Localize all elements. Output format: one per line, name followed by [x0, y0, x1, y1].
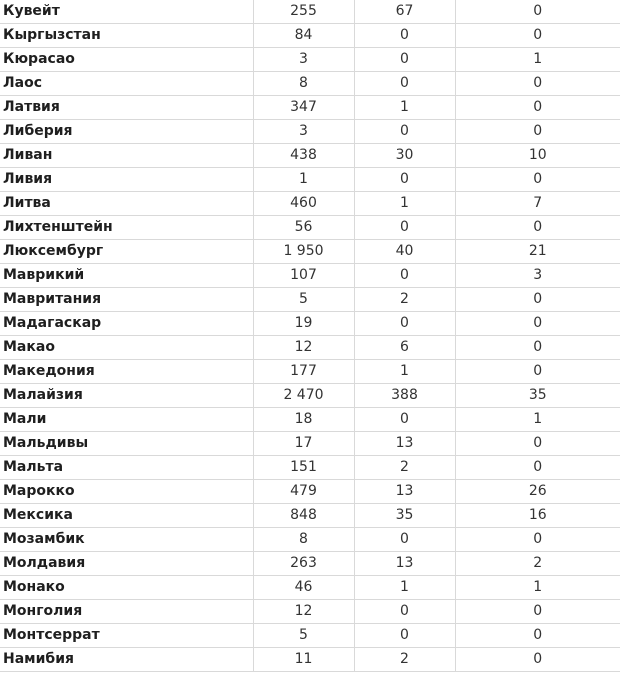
count-a-cell: 18: [253, 408, 354, 432]
count-a-cell: 151: [253, 456, 354, 480]
count-b-cell: 0: [354, 72, 455, 96]
count-b-cell: 1: [354, 96, 455, 120]
country-cell: Мексика: [0, 504, 253, 528]
count-c-cell: 0: [455, 528, 620, 552]
table-row: [0, 312, 620, 336]
count-a-cell: 177: [253, 360, 354, 384]
count-a-cell: 3: [253, 48, 354, 72]
count-b-cell: 0: [354, 408, 455, 432]
count-a-cell: 460: [253, 192, 354, 216]
count-c-cell: 0: [455, 360, 620, 384]
count-c-cell: 0: [455, 0, 620, 24]
count-a-cell: 3: [253, 120, 354, 144]
count-c-cell: 0: [455, 24, 620, 48]
count-c-cell: 0: [455, 168, 620, 192]
count-c-cell: 3: [455, 264, 620, 288]
country-cell: Литва: [0, 192, 253, 216]
table-row: [0, 288, 620, 312]
count-c-cell: 0: [455, 96, 620, 120]
table-row: [0, 336, 620, 360]
table-row: [0, 96, 620, 120]
count-c-cell: 0: [455, 120, 620, 144]
country-cell: Мавритания: [0, 288, 253, 312]
country-cell: Мали: [0, 408, 253, 432]
country-cell: Мозамбик: [0, 528, 253, 552]
table-row: [0, 264, 620, 288]
count-c-cell: 1: [455, 576, 620, 600]
count-a-cell: 107: [253, 264, 354, 288]
country-cell: Кувейт: [0, 0, 253, 24]
count-b-cell: 13: [354, 432, 455, 456]
count-b-cell: 0: [354, 24, 455, 48]
table-row: [0, 48, 620, 72]
country-cell: Монголия: [0, 600, 253, 624]
table-row: [0, 360, 620, 384]
count-a-cell: 479: [253, 480, 354, 504]
table-row: [0, 192, 620, 216]
table-row: [0, 552, 620, 576]
count-c-cell: 7: [455, 192, 620, 216]
country-cell: Маврикий: [0, 264, 253, 288]
count-b-cell: 2: [354, 456, 455, 480]
count-b-cell: 0: [354, 600, 455, 624]
country-cell: Латвия: [0, 96, 253, 120]
count-b-cell: 35: [354, 504, 455, 528]
table-row: [0, 408, 620, 432]
count-c-cell: 0: [455, 432, 620, 456]
country-cell: Намибия: [0, 648, 253, 672]
count-c-cell: 0: [455, 648, 620, 672]
count-c-cell: 0: [455, 456, 620, 480]
country-cell: Малайзия: [0, 384, 253, 408]
country-cell: Ливия: [0, 168, 253, 192]
table-row: [0, 384, 620, 408]
table-row: [0, 528, 620, 552]
count-b-cell: 0: [354, 120, 455, 144]
count-b-cell: 6: [354, 336, 455, 360]
country-cell: Мадагаскар: [0, 312, 253, 336]
country-cell: Монако: [0, 576, 253, 600]
table-row: [0, 240, 620, 264]
count-b-cell: 0: [354, 216, 455, 240]
count-a-cell: 5: [253, 288, 354, 312]
count-a-cell: 2 470: [253, 384, 354, 408]
count-b-cell: 2: [354, 288, 455, 312]
count-c-cell: 1: [455, 48, 620, 72]
count-c-cell: 0: [455, 312, 620, 336]
count-b-cell: 1: [354, 192, 455, 216]
count-b-cell: 1: [354, 576, 455, 600]
count-b-cell: 67: [354, 0, 455, 24]
count-a-cell: 438: [253, 144, 354, 168]
country-cell: Лаос: [0, 72, 253, 96]
table-row: [0, 216, 620, 240]
count-a-cell: 12: [253, 600, 354, 624]
count-b-cell: 2: [354, 648, 455, 672]
count-a-cell: 8: [253, 72, 354, 96]
count-a-cell: 8: [253, 528, 354, 552]
count-a-cell: 19: [253, 312, 354, 336]
count-b-cell: 388: [354, 384, 455, 408]
table-row: [0, 72, 620, 96]
count-a-cell: 12: [253, 336, 354, 360]
country-cell: Македония: [0, 360, 253, 384]
table-row: [0, 24, 620, 48]
table-row: [0, 432, 620, 456]
count-a-cell: 5: [253, 624, 354, 648]
country-cell: Мальдивы: [0, 432, 253, 456]
table-row: [0, 624, 620, 648]
count-c-cell: 0: [455, 624, 620, 648]
count-c-cell: 0: [455, 216, 620, 240]
count-b-cell: 40: [354, 240, 455, 264]
table-row: [0, 0, 620, 24]
count-a-cell: 255: [253, 0, 354, 24]
count-a-cell: 84: [253, 24, 354, 48]
count-c-cell: 1: [455, 408, 620, 432]
count-a-cell: 1 950: [253, 240, 354, 264]
count-c-cell: 21: [455, 240, 620, 264]
count-c-cell: 0: [455, 72, 620, 96]
count-b-cell: 0: [354, 168, 455, 192]
table-row: [0, 144, 620, 168]
table-row: [0, 480, 620, 504]
country-cell: Молдавия: [0, 552, 253, 576]
count-a-cell: 17: [253, 432, 354, 456]
count-c-cell: 10: [455, 144, 620, 168]
country-cell: Ливан: [0, 144, 253, 168]
count-a-cell: 263: [253, 552, 354, 576]
count-b-cell: 0: [354, 624, 455, 648]
count-c-cell: 26: [455, 480, 620, 504]
country-cell: Либерия: [0, 120, 253, 144]
country-cell: Кюрасао: [0, 48, 253, 72]
count-b-cell: 0: [354, 264, 455, 288]
table-row: [0, 456, 620, 480]
count-a-cell: 46: [253, 576, 354, 600]
count-a-cell: 347: [253, 96, 354, 120]
count-b-cell: 13: [354, 552, 455, 576]
country-cell: Люксембург: [0, 240, 253, 264]
count-c-cell: 16: [455, 504, 620, 528]
count-c-cell: 0: [455, 336, 620, 360]
table-row: [0, 648, 620, 672]
count-c-cell: 35: [455, 384, 620, 408]
count-a-cell: 56: [253, 216, 354, 240]
count-b-cell: 0: [354, 48, 455, 72]
count-b-cell: 1: [354, 360, 455, 384]
country-cell: Монтсеррат: [0, 624, 253, 648]
table-row: [0, 168, 620, 192]
count-c-cell: 0: [455, 600, 620, 624]
country-cell: Мальта: [0, 456, 253, 480]
count-a-cell: 11: [253, 648, 354, 672]
count-c-cell: 2: [455, 552, 620, 576]
table-row: [0, 576, 620, 600]
country-cell: Лихтенштейн: [0, 216, 253, 240]
count-a-cell: 1: [253, 168, 354, 192]
count-b-cell: 0: [354, 528, 455, 552]
count-b-cell: 30: [354, 144, 455, 168]
table-row: [0, 504, 620, 528]
count-b-cell: 0: [354, 312, 455, 336]
count-a-cell: 848: [253, 504, 354, 528]
country-cell: Марокко: [0, 480, 253, 504]
table-row: [0, 600, 620, 624]
count-b-cell: 13: [354, 480, 455, 504]
country-cell: Кыргызстан: [0, 24, 253, 48]
table-row: [0, 120, 620, 144]
country-cell: Макао: [0, 336, 253, 360]
count-c-cell: 0: [455, 288, 620, 312]
